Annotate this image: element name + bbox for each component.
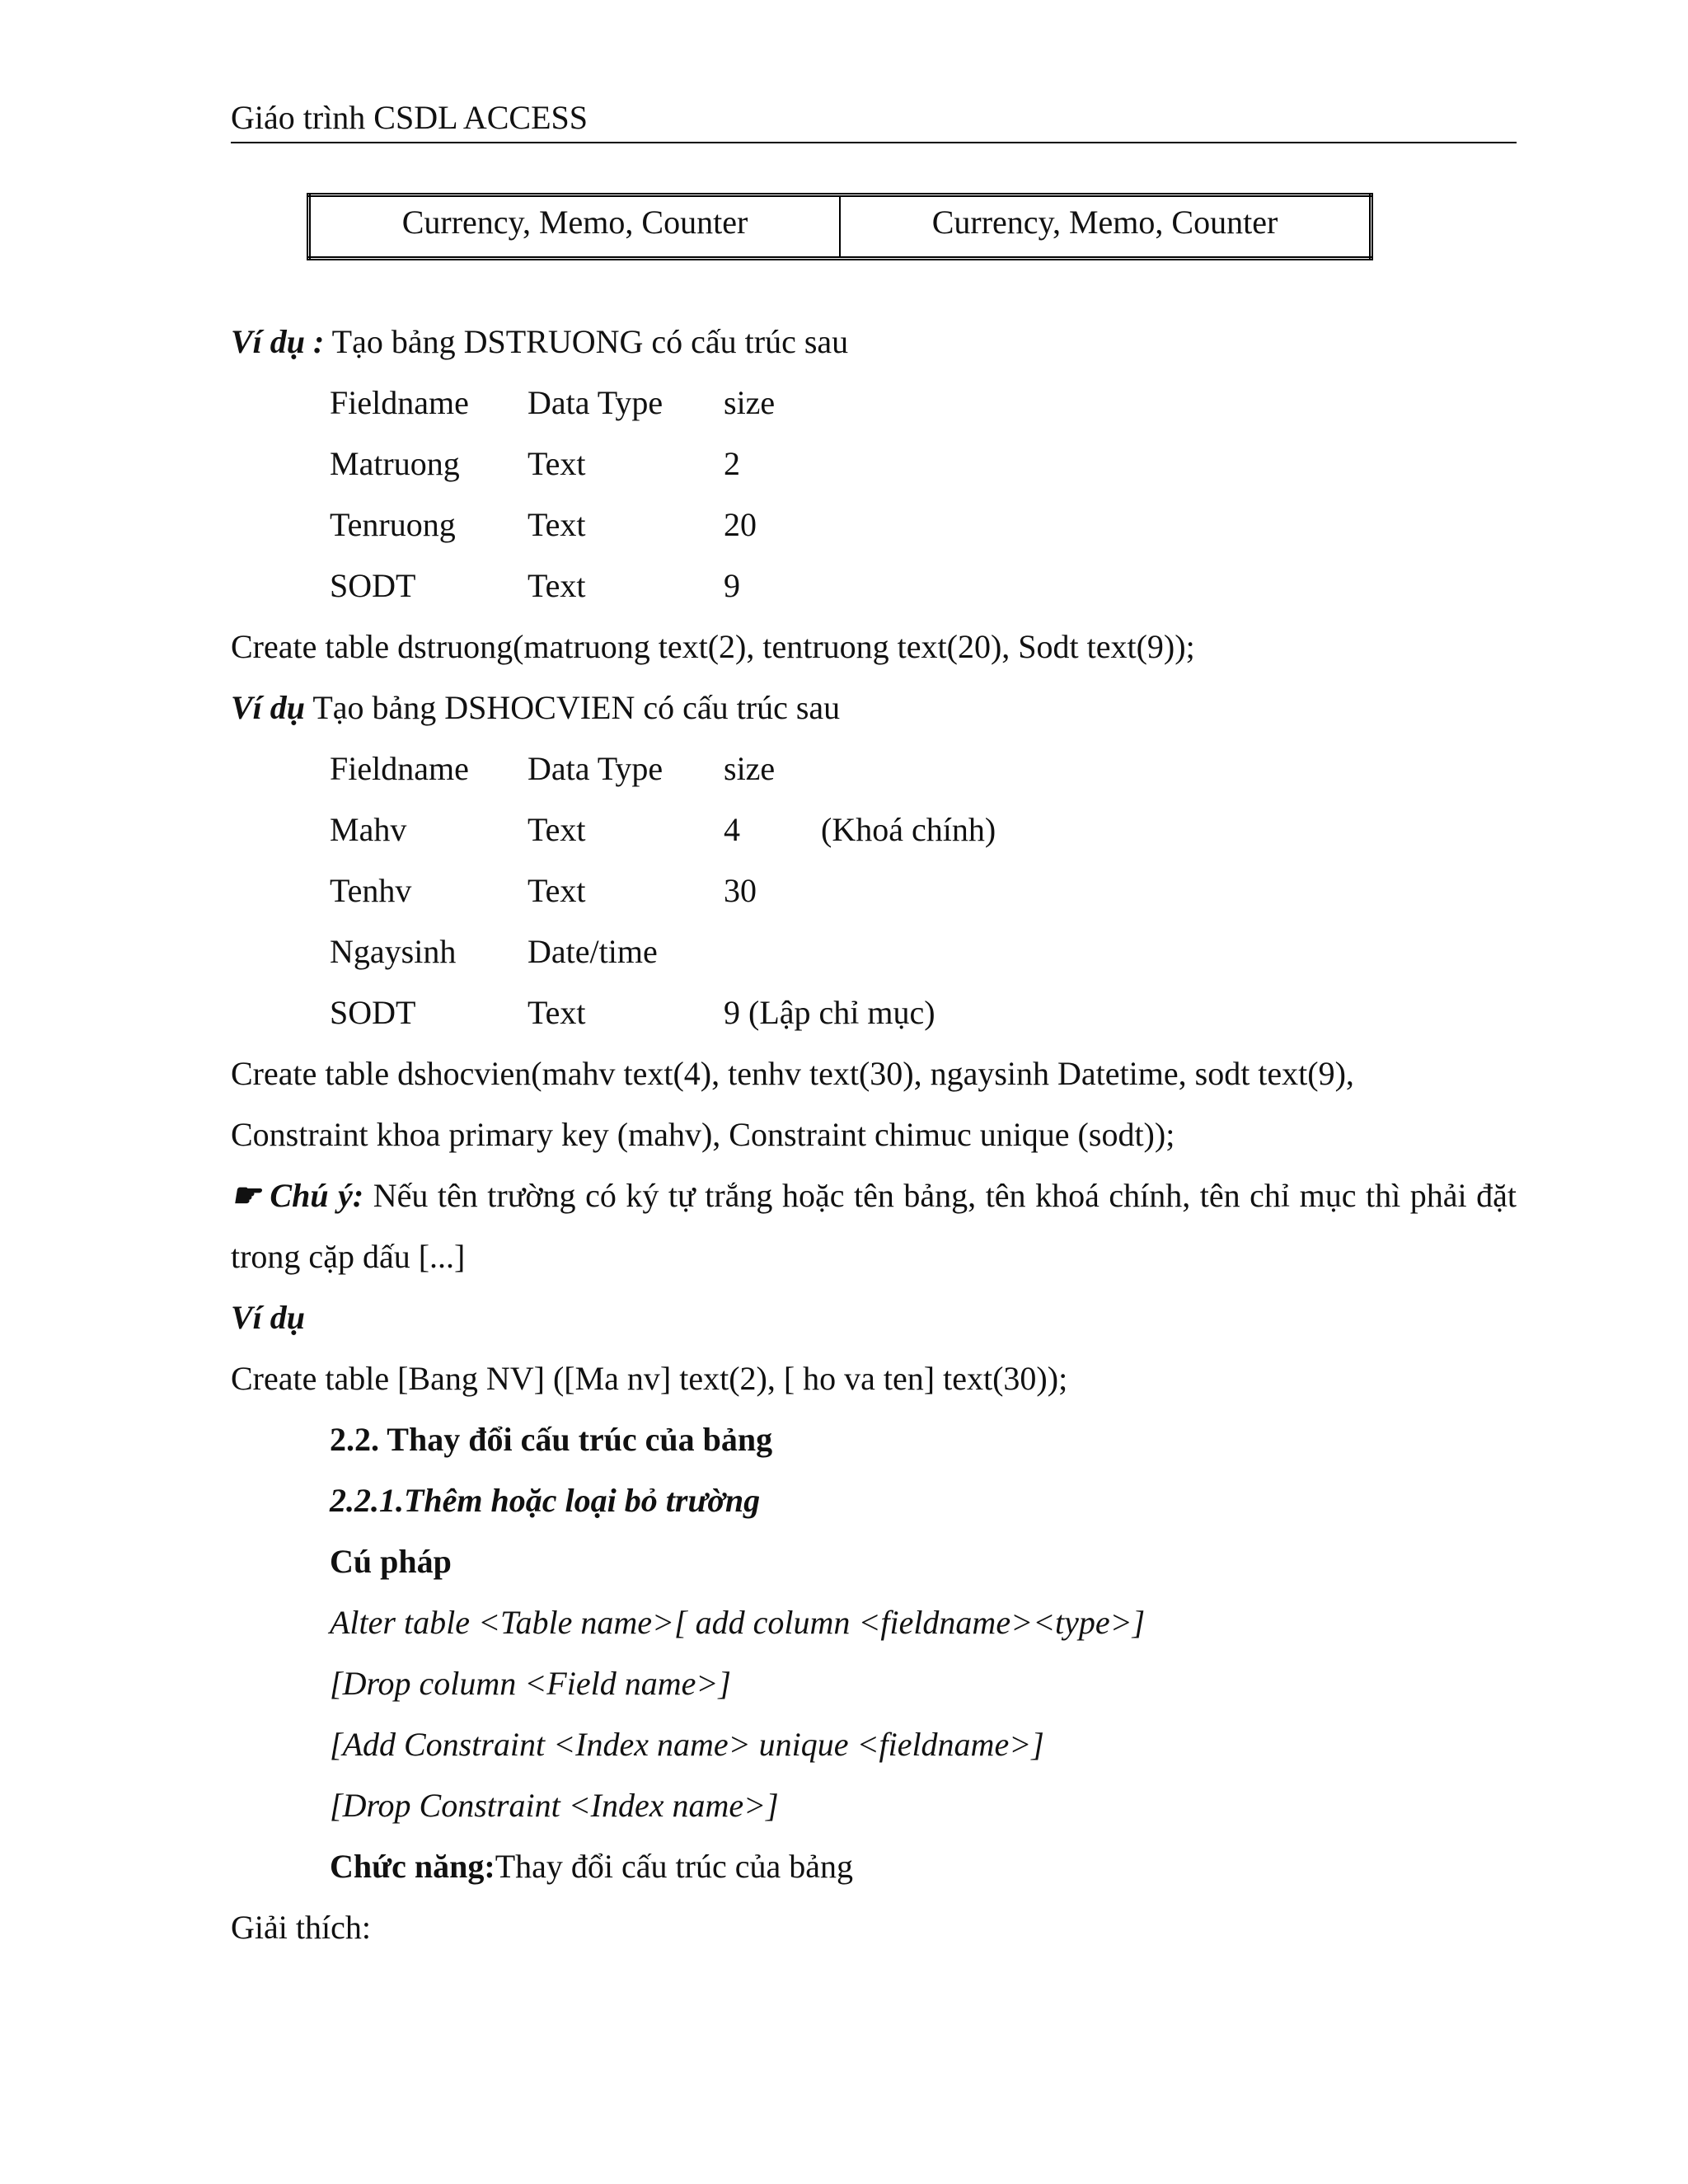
field-name: Tenhv [330, 872, 412, 909]
function-text: Thay đổi cấu trúc của bảng [495, 1848, 853, 1885]
col-header-size: size [724, 384, 776, 421]
syntax-line: [Drop column <Field name>] [330, 1665, 731, 1702]
data-type-table [307, 193, 1373, 260]
syntax-label: Cú pháp [330, 1543, 452, 1580]
field-type: Text [528, 811, 586, 848]
field-size: 2 [724, 445, 740, 482]
pointing-hand-icon: ☛ [231, 1177, 260, 1214]
field-name: Matruong [330, 445, 460, 482]
field-size: 9 (Lập chỉ mục) [724, 994, 935, 1031]
example2-sql-line1: Create table dshocvien(mahv text(4), tenhv text(30), ngaysinh Datetime, sodt text(9), [231, 1055, 1354, 1092]
field-type: Text [528, 994, 586, 1031]
example3-label: Ví dụ [231, 1299, 306, 1336]
col-header-fieldname: Fieldname [330, 384, 469, 421]
field-name: Tenruong [330, 506, 456, 543]
example1-sql: Create table dstruong(matruong text(2), tentruong text(20), Sodt text(9)); [231, 628, 1195, 665]
note-text: Nếu tên trường có ký tự trắng hoặc tên bảng, tên khoá chính, tên chỉ mục thì phải đặt trong cặp dấu [...] [231, 1177, 1517, 1275]
field-size: 20 [724, 506, 757, 543]
field-size: 4 [724, 811, 740, 848]
col-header-fieldname: Fieldname [330, 750, 469, 787]
col-header-size: size [724, 750, 776, 787]
syntax-line: [Add Constraint <Index name> unique <fieldname>] [330, 1726, 1044, 1763]
field-size: 30 [724, 872, 757, 909]
example3-sql: Create table [Bang NV] ([Ma nv] text(2), [ ho va ten] text(30)); [231, 1360, 1068, 1397]
field-type: Text [528, 872, 586, 909]
example1-text: Tạo bảng DSTRUONG có cấu trúc sau [324, 323, 849, 360]
section-heading: 2.2. Thay đổi cấu trúc của bảng [330, 1421, 773, 1458]
example1-label: Ví dụ : [231, 323, 325, 360]
function-line [330, 1846, 853, 1887]
field-name: Ngaysinh [330, 933, 457, 970]
example2-intro [231, 687, 840, 729]
field-size: 9 [724, 567, 740, 604]
example2-text: Tạo bảng DSHOCVIEN có cấu trúc sau [305, 689, 841, 726]
field-type: Text [528, 567, 586, 604]
example1-intro [231, 321, 848, 363]
note-label: Chú ý: [270, 1177, 364, 1214]
function-label: Chức năng: [330, 1848, 495, 1885]
field-type: Date/time [528, 933, 658, 970]
syntax-line: Alter table <Table name>[ add column <fieldname><type>] [330, 1604, 1146, 1641]
field-name: Mahv [330, 811, 407, 848]
table-cell-right: Currency, Memo, Counter [840, 195, 1372, 259]
example2-label: Ví dụ [231, 689, 306, 726]
col-header-datatype: Data Type [528, 384, 663, 421]
table-cell-left: Currency, Memo, Counter [401, 204, 748, 241]
field-type: Text [528, 506, 586, 543]
field-name: SODT [330, 994, 416, 1031]
subsection-heading: 2.2.1.Thêm hoặc loại bỏ trường [330, 1482, 761, 1519]
syntax-line: [Drop Constraint <Index name>] [330, 1787, 779, 1824]
note-paragraph [231, 1165, 1517, 1287]
table-row [309, 195, 1372, 259]
field-name: SODT [330, 567, 416, 604]
page-header: Giáo trình CSDL ACCESS [231, 97, 1517, 143]
explain-label: Giải thích: [231, 1909, 371, 1946]
example2-sql-line2: Constraint khoa primary key (mahv), Constraint chimuc unique (sodt)); [231, 1116, 1175, 1153]
col-header-datatype: Data Type [528, 750, 663, 787]
field-type: Text [528, 445, 586, 482]
field-note: (Khoá chính) [821, 811, 996, 848]
